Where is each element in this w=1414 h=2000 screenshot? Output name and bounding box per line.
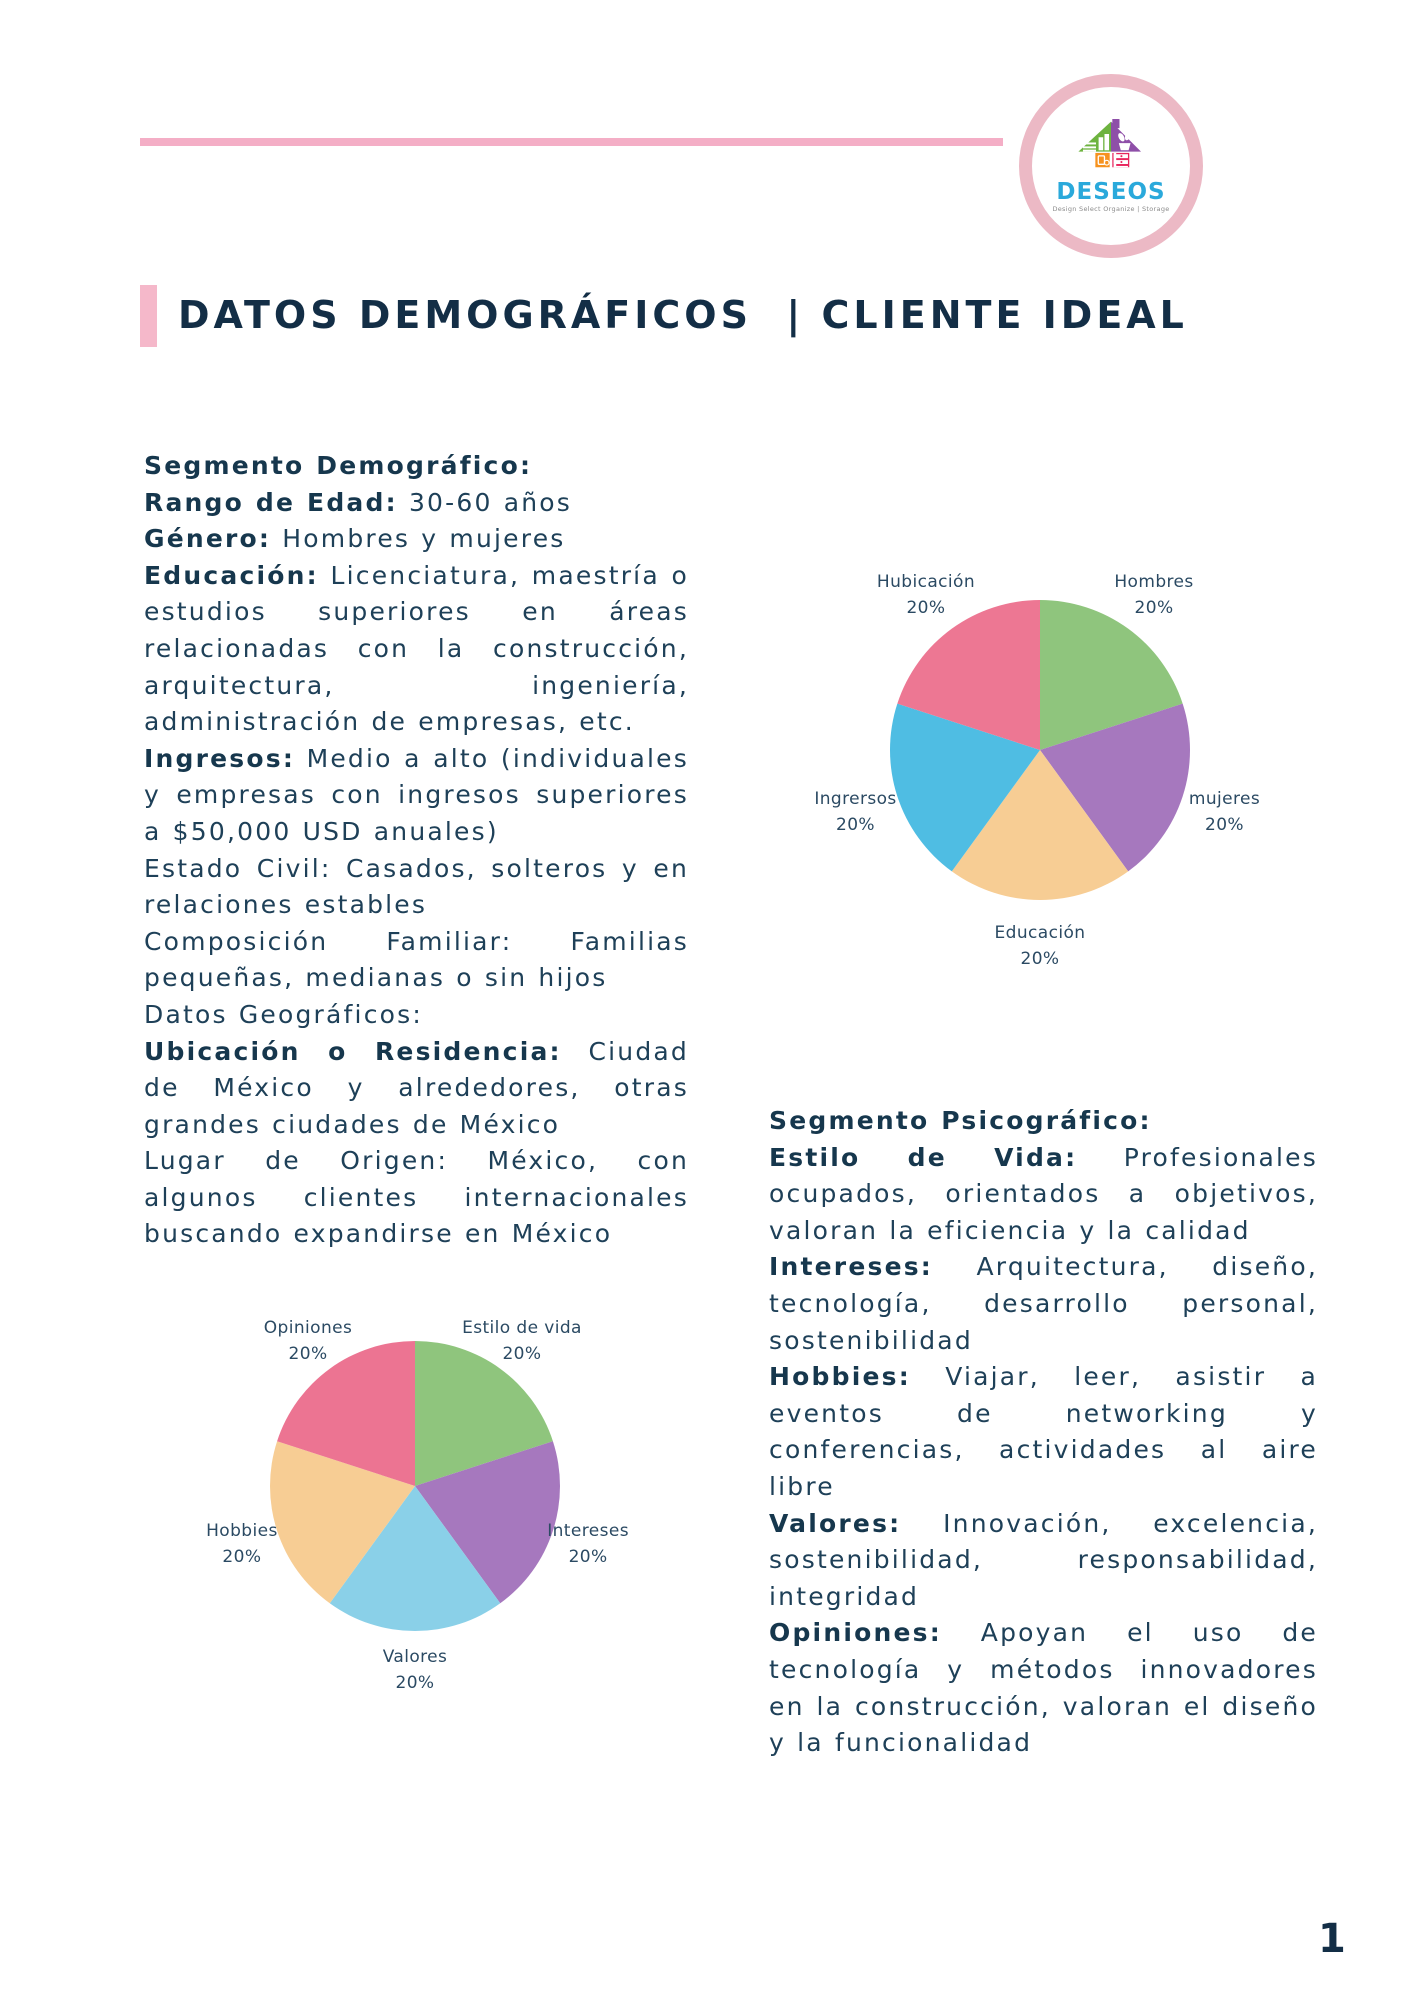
- field-value: Ciudad de México y alrededores, otras grandes ciudades de México: [144, 1036, 690, 1139]
- text-paragraph: [144, 741, 689, 851]
- text-paragraph: [769, 1249, 1318, 1359]
- brand-logo: [1019, 74, 1203, 258]
- pie-label: Hombres 20%: [1114, 572, 1194, 619]
- section-heading: Segmento Psicográfico:: [769, 1106, 1152, 1135]
- text-paragraph: [144, 924, 689, 997]
- pie-label: Estilo de vida 20%: [462, 1317, 582, 1364]
- field-value: Composición Familiar: Familias pequeñas, medianas o sin hijos: [144, 926, 689, 993]
- logo-wordmark: DESEOS: [1056, 178, 1166, 205]
- field-label: Intereses:: [769, 1252, 934, 1282]
- field-label: Hobbies:: [769, 1362, 911, 1392]
- text-paragraph: [144, 558, 689, 741]
- logo-tagline: Design Select Organize | Storage: [1052, 205, 1170, 214]
- field-value: Apoyan el uso de tecnología y métodos innovadores en la construcción, valoran el diseño y la funcionalidad: [769, 1618, 1318, 1758]
- field-label: Género:: [144, 524, 272, 554]
- text-paragraph: [144, 1143, 689, 1253]
- field-value: Lugar de Origen: México, con algunos clientes internacionales buscando expandirse en México: [144, 1146, 689, 1249]
- text-paragraph: [144, 997, 689, 1034]
- pie-label: Hobbies 20%: [206, 1521, 278, 1568]
- text-paragraph: [769, 1359, 1318, 1505]
- demographic-text-section: [144, 448, 689, 1253]
- field-label: Rango de Edad:: [144, 487, 398, 517]
- field-value: Licenciatura, maestría o estudios superiores en áreas relacionadas con la construcción, arquitectura, ingeniería, administración de empresas, etc.: [144, 560, 689, 737]
- page-title: DATOS DEMOGRÁFICOS | CLIENTE IDEAL: [178, 293, 1188, 337]
- field-label: Opiniones:: [769, 1618, 942, 1648]
- demographic-pie-chart: [780, 532, 1300, 972]
- field-label: Educación:: [144, 560, 319, 590]
- pie-label: Educación 20%: [994, 923, 1086, 969]
- field-value: Medio a alto (individuales y empresas con ingresos superiores a $50,000 USD anuales): [144, 743, 689, 846]
- pie-label: Ingrersos 20%: [814, 788, 897, 835]
- text-paragraph: [769, 1615, 1318, 1761]
- header-rule: [140, 138, 1003, 146]
- pie-label: Valores 20%: [382, 1647, 448, 1693]
- text-paragraph: [144, 485, 689, 522]
- field-label: Estilo de Vida:: [769, 1142, 1078, 1172]
- field-value: Hombres y mujeres: [282, 524, 566, 554]
- field-value: Datos Geográficos:: [144, 999, 423, 1029]
- field-value: 30-60 años: [408, 487, 573, 517]
- text-paragraph: [769, 1506, 1318, 1616]
- pie-label: Opiniones 20%: [263, 1317, 353, 1364]
- field-label: Ubicación o Residencia:: [144, 1036, 562, 1066]
- field-value: Viajar, leer, asistir a eventos de networking y conferencias, actividades al aire libre: [769, 1362, 1318, 1501]
- section-heading: Segmento Demográfico:: [144, 451, 533, 480]
- pie-label: mujeres 20%: [1188, 788, 1261, 835]
- page-number: 1: [1318, 1916, 1346, 1962]
- text-paragraph: [144, 521, 689, 558]
- text-paragraph: [144, 1034, 689, 1144]
- field-value: Innovación, excelencia, sostenibilidad, responsabilidad, integridad: [769, 1508, 1318, 1611]
- field-value: Arquitectura, diseño, tecnología, desarrollo personal, sostenibilidad: [769, 1252, 1318, 1355]
- field-label: Valores:: [769, 1508, 902, 1538]
- text-paragraph: [769, 1140, 1318, 1250]
- house-logo-icon: [1078, 119, 1144, 179]
- field-label: Ingresos:: [144, 743, 296, 773]
- psychographic-pie-chart: [155, 1268, 675, 1708]
- field-value: Profesionales ocupados, orientados a objetivos, valoran la eficiencia y la calidad: [769, 1142, 1318, 1245]
- pie-label: Hubicación 20%: [876, 572, 976, 619]
- pie-label: Intereses 20%: [547, 1521, 629, 1568]
- field-value: Estado Civil: Casados, solteros y en relaciones estables: [144, 853, 689, 920]
- psychographic-text-section: [769, 1103, 1318, 1762]
- title-accent-bar: [140, 285, 157, 347]
- text-paragraph: [144, 851, 689, 924]
